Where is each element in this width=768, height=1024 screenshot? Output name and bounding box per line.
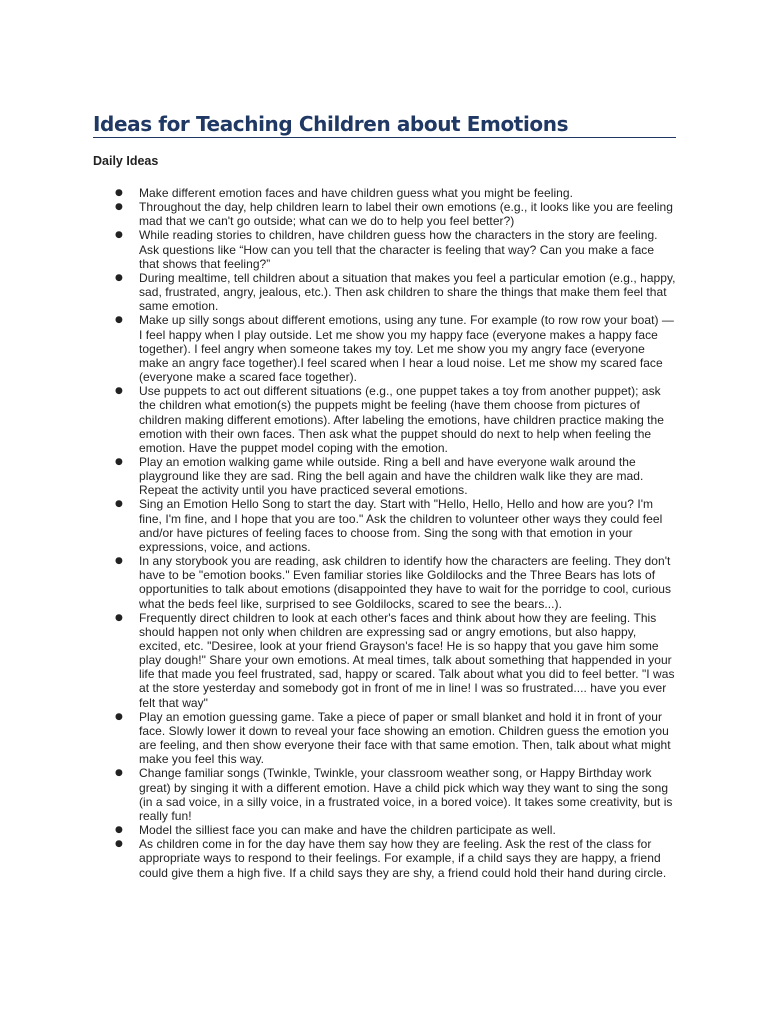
list-item [0,271,677,313]
list-item-text: While reading stories to children, have children guess how the characters in the story are feeling. Ask questions like “How can you tell that the character is feeling that way? Can you make a face that shows that feeling?” [139,228,658,271]
list-item-text: Play an emotion walking game while outside. Ring a bell and have everyone walk around the playground like they are sad. Ring the bell again and have the children walk like they are mad. Repeat the activity until you have practiced several emotions. [139,454,644,498]
bullet-icon: ● [115,202,123,213]
list-item [0,228,677,270]
list-item [0,766,677,823]
list-item-text: Make up silly songs about different emotions, using any tune. For example (to row row your boat) — I feel happy when I play outside. Let me show you my happy face (everyone makes a happy face together). I feel angry when someone takes my toy. Let me show you my angry face (everyone make an angry face together).I feel scared when I hear a loud noise. Let me show my scared face (everyone make a scared face together). [139,313,674,385]
list-item [0,200,677,228]
list-item [0,186,677,200]
bullet-icon: ● [115,768,123,779]
list-item [0,455,677,497]
bullet-icon: ● [115,188,123,198]
bullet-icon: ● [115,711,123,722]
list-item [0,837,677,879]
list-item-text: Sing an Emotion Hello Song to start the day. Start with "Hello, Hello, Hello and how are you? I'm fine, I'm fine, and I hope that you are too." Ask the children to volunteer other ways they could feel and/or have pictures of feeling faces to choose from. Sing the song with that emotion in your expressions, voice, and actions. [139,497,663,554]
list-item-text: In any storybook you are reading, ask children to identify how the characters are feeling. They don't have to be "emotion books." Even familiar stories like Goldilocks and the Three Bears has lots of opportunities to talk about emotions (disappointed they have to wait for the porridge to cool, curious what the beds feel like, surprised to see Goldilocks, scared to see the bears...). [139,554,672,611]
list-item-text: Throughout the day, help children learn to label their own emotions (e.g., it looks like you are feeling mad that we can't go outside; what can we do to help you feel better?) [139,200,673,229]
bullet-icon: ● [115,556,123,567]
document-title: Ideas for Teaching Children about Emotions [93,112,569,136]
list-item [0,611,677,710]
bullet-icon: ● [115,386,123,397]
section-heading: Daily Ideas [93,154,159,168]
list-item [0,384,677,455]
list-item-text: Model the silliest face you can make and have the children participate as well. [139,823,556,838]
ideas-list [0,186,768,880]
list-item [0,710,677,767]
bullet-icon: ● [115,612,123,623]
bullet-icon: ● [115,315,123,326]
bullet-icon: ● [115,499,123,510]
list-item [0,313,677,384]
list-item-text: During mealtime, tell children about a situation that makes you feel a particular emotion (e.g., happy, sad, frustrated, angry, jealous, etc.). Then ask children to share the things that make them feel that same emotion. [139,270,676,314]
bullet-icon: ● [115,456,123,467]
bullet-icon: ● [115,825,123,836]
bullet-icon: ● [115,230,123,241]
list-item-text: Make different emotion faces and have children guess what you might be feeling. [139,186,573,200]
list-item [0,823,677,837]
bullet-icon: ● [115,839,123,850]
list-item-text: As children come in for the day have them say how they are feeling. Ask the rest of the class for appropriate ways to respond to their feelings. For example, if a child says they are happy, a friend could give them a high five. If a child says they are shy, a friend could hold their hand during circle. [139,837,667,880]
list-item [0,554,677,611]
list-item-text: Play an emotion guessing game. Take a piece of paper or small blanket and hold it in front of your face. Slowly lower it down to reveal your face showing an emotion. Children guess the emotion you are feeling, and then show everyone their face with that same emotion. Then, talk about what might make you feel this way. [139,709,671,767]
bullet-icon: ● [115,272,123,283]
list-item-text: Change familiar songs (Twinkle, Twinkle, your classroom weather song, or Happy Birthday work great) by singing it with a different emotion. Have a child pick which way they want to sing the song (in a sad voice, in a silly voice, in a frustrated voice, in a bored voice). It takes some creativity, but is really fun! [139,766,673,823]
title-underline [93,137,676,138]
list-item [0,497,677,554]
list-item-text: Use puppets to act out different situations (e.g., one puppet takes a toy from another puppet); ask the children what emotion(s) the puppets might be feeling (have them choose from pictures of children making different emotions). After labeling the emotions, have children practice making the emotion with their own faces. Then ask what the puppet should do next to help when feeling the emotion. Have the puppet model coping with the emotion. [139,384,665,455]
list-item-text: Frequently direct children to look at each other's faces and think about how they are feeling. This should happen not only when children are expressing sad or angry emotions, but also happy, excited, etc. "Desiree, look at your friend Grayson's face! He is so happy that you gave him some play dough!" Share your own emotions. At meal times, talk about something that happended in your life that made you feel frustrated, sad, happy or scared. Talk about what you did to feel better. "I was at the store yesterday and somebody got in front of me in line! I was so frustrated.... have you ever felt that way" [139,610,675,710]
